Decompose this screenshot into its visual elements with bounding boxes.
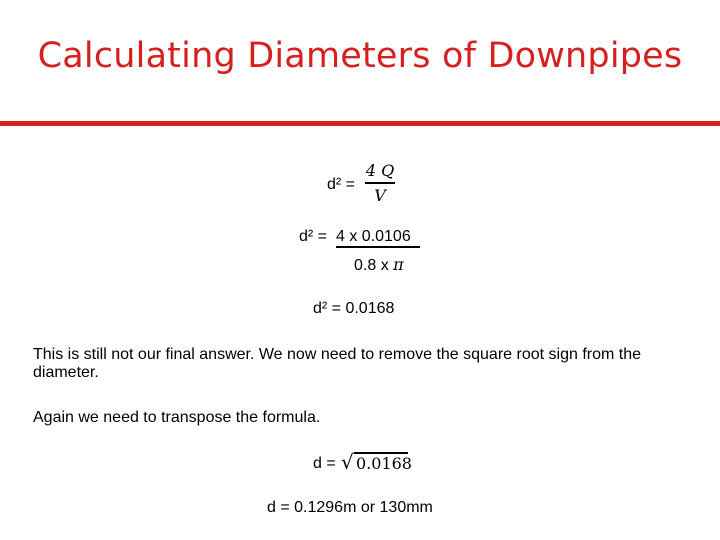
transpose-paragraph: Again we need to transpose the formula.	[33, 409, 321, 426]
formula2-lhs: d² =	[299, 228, 328, 245]
formula1-fraction-bar	[365, 182, 395, 184]
title-divider	[0, 121, 720, 126]
formula2-denominator	[354, 256, 404, 275]
formula1-fraction	[365, 162, 395, 205]
pi-symbol: π	[393, 255, 404, 274]
note-paragraph: This is still not our final answer. We now need to remove the square root sign from the diameter.	[33, 346, 641, 381]
formula4-lhs: d =	[313, 455, 336, 472]
formula1-numerator: 4 Q	[365, 161, 395, 180]
formula4-radicand: 0.0168	[356, 454, 412, 473]
formula2-numerator: 4 x 0.0106	[336, 228, 411, 245]
formula2-denominator-text: 0.8 x	[354, 257, 394, 274]
formula1-lhs: d² =	[327, 176, 356, 193]
formula2-fraction-bar	[336, 246, 420, 248]
square-root-icon: √	[341, 450, 354, 474]
formula1-denominator: V	[374, 185, 386, 205]
formula5-answer: d = 0.1296m or 130mm	[267, 499, 433, 516]
formula3: d² = 0.0168	[313, 300, 395, 317]
slide-title: Calculating Diameters of Downpipes	[37, 36, 683, 76]
